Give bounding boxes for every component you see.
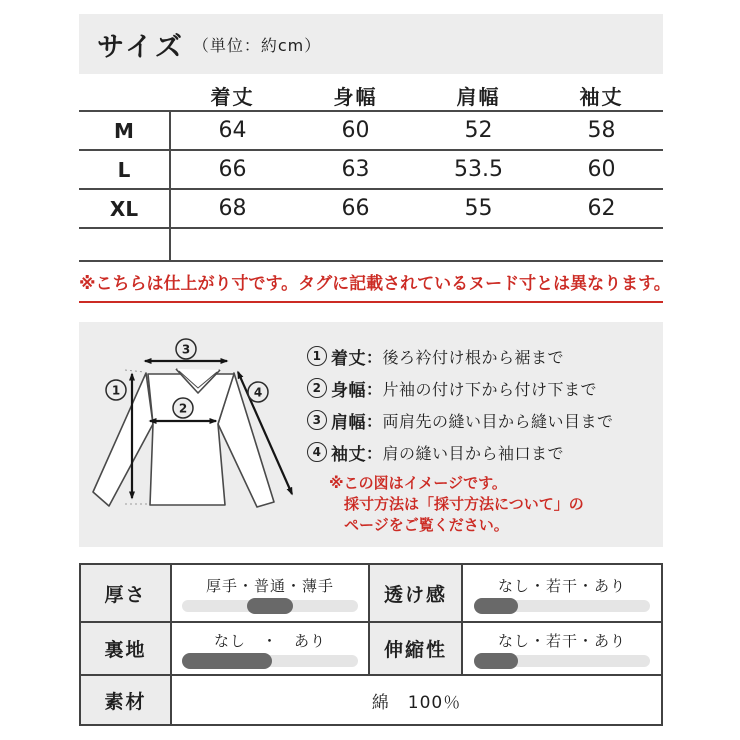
legend-separator: ： — [366, 347, 383, 367]
legend-separator: ： — [366, 411, 383, 431]
size-cell: 64 — [218, 118, 247, 143]
dashed-guide-top — [125, 370, 145, 372]
legend-number-4: 4 — [307, 442, 327, 462]
spec-label-thickness: 厚さ — [81, 565, 172, 623]
legend-item-width — [307, 372, 614, 404]
diagram-disclaimer — [329, 473, 584, 536]
legend-label: 袖丈 — [331, 444, 366, 465]
slider-indicator — [182, 653, 272, 669]
size-table — [79, 80, 663, 262]
spec-table — [79, 563, 663, 726]
legend-item-shoulder — [307, 404, 614, 436]
scale-text: なし・若干・あり — [497, 632, 626, 650]
size-cell: 66 — [218, 157, 247, 182]
measure-legend — [307, 340, 614, 468]
spec-label-stretch: 伸縮性 — [370, 623, 463, 676]
size-cell: 62 — [587, 196, 616, 221]
legend-desc: 片袖の付け下から付け下まで — [382, 379, 598, 399]
scale-text: なし・若干・あり — [497, 576, 626, 595]
disclaimer-line: 採寸方法は「採寸方法について」の — [344, 495, 584, 513]
spec-scale-lining — [172, 623, 370, 676]
size-row-label: XL — [79, 190, 171, 227]
shirt-body — [148, 374, 234, 505]
size-cell: 60 — [341, 118, 370, 143]
material-value: 綿 100％ — [371, 692, 462, 713]
slider-indicator — [474, 653, 518, 669]
spec-scale-thickness — [172, 565, 370, 623]
spec-label-material: 素材 — [81, 676, 172, 724]
thickness-slider — [182, 600, 358, 612]
size-cell: 52 — [464, 118, 493, 143]
size-title-bar — [79, 14, 663, 74]
legend-label: 肩幅 — [331, 412, 366, 433]
disclaimer-line: ページをご覧ください。 — [344, 516, 509, 534]
page-title: サイズ — [97, 31, 185, 63]
table-row-l — [79, 151, 663, 190]
spec-label-lining: 裏地 — [81, 623, 172, 676]
size-row-label: M — [79, 112, 171, 149]
size-row-label — [79, 229, 171, 260]
marker-number-4: 4 — [253, 385, 263, 400]
lining-slider — [182, 655, 358, 667]
legend-desc: 肩の縫い目から袖口まで — [382, 443, 565, 463]
size-cell: 55 — [464, 196, 493, 221]
finish-measurement-note: ※こちらは仕上がり寸です。タグに記載されているヌード寸とは異なります。 — [79, 269, 663, 303]
legend-label: 身幅 — [331, 380, 366, 401]
slider-indicator — [247, 598, 293, 614]
shirt-diagram — [81, 328, 331, 540]
col-header-sleeve: 袖丈 — [579, 84, 624, 109]
sheerness-slider — [474, 600, 650, 612]
size-cell: 68 — [218, 196, 247, 221]
size-cell: 66 — [341, 196, 370, 221]
table-row-xl — [79, 190, 663, 229]
table-row-m — [79, 112, 663, 151]
legend-separator: ： — [366, 443, 383, 463]
legend-item-sleeve — [307, 436, 614, 468]
spec-value-material — [172, 676, 661, 724]
size-cell: 53.5 — [454, 157, 503, 182]
unit-note: （単位：約cm） — [192, 35, 322, 55]
spec-label-sheerness: 透け感 — [370, 565, 463, 623]
col-header-length: 着丈 — [210, 84, 255, 109]
marker-number-3: 3 — [181, 342, 191, 357]
col-header-shoulder: 肩幅 — [456, 84, 501, 109]
size-cell: 58 — [587, 118, 616, 143]
legend-desc: 後ろ衿付け根から裾まで — [382, 347, 565, 367]
legend-number-3: 3 — [307, 410, 327, 430]
slider-indicator — [474, 598, 518, 614]
measure-guide-panel — [79, 322, 663, 547]
size-row-label: L — [79, 151, 171, 188]
size-cell: 60 — [587, 157, 616, 182]
stretch-slider — [474, 655, 650, 667]
table-row-empty — [79, 229, 663, 262]
legend-desc: 両肩先の縫い目から縫い目まで — [382, 411, 614, 431]
col-header-width: 身幅 — [333, 84, 378, 109]
size-table-header-row — [79, 80, 663, 112]
marker-number-1: 1 — [111, 383, 121, 398]
legend-number-2: 2 — [307, 378, 327, 398]
scale-text: なし ・ あり — [213, 632, 326, 650]
disclaimer-line: ※この図はイメージです。 — [329, 474, 507, 492]
spec-scale-stretch — [463, 623, 661, 676]
legend-label: 着丈 — [331, 348, 366, 369]
legend-separator: ： — [366, 379, 383, 399]
legend-number-1: 1 — [307, 346, 327, 366]
scale-text: 厚手・普通・薄手 — [205, 576, 334, 595]
size-cell: 63 — [341, 157, 370, 182]
spec-scale-sheerness — [463, 565, 661, 623]
marker-number-2: 2 — [178, 401, 188, 416]
legend-item-length — [307, 340, 614, 372]
